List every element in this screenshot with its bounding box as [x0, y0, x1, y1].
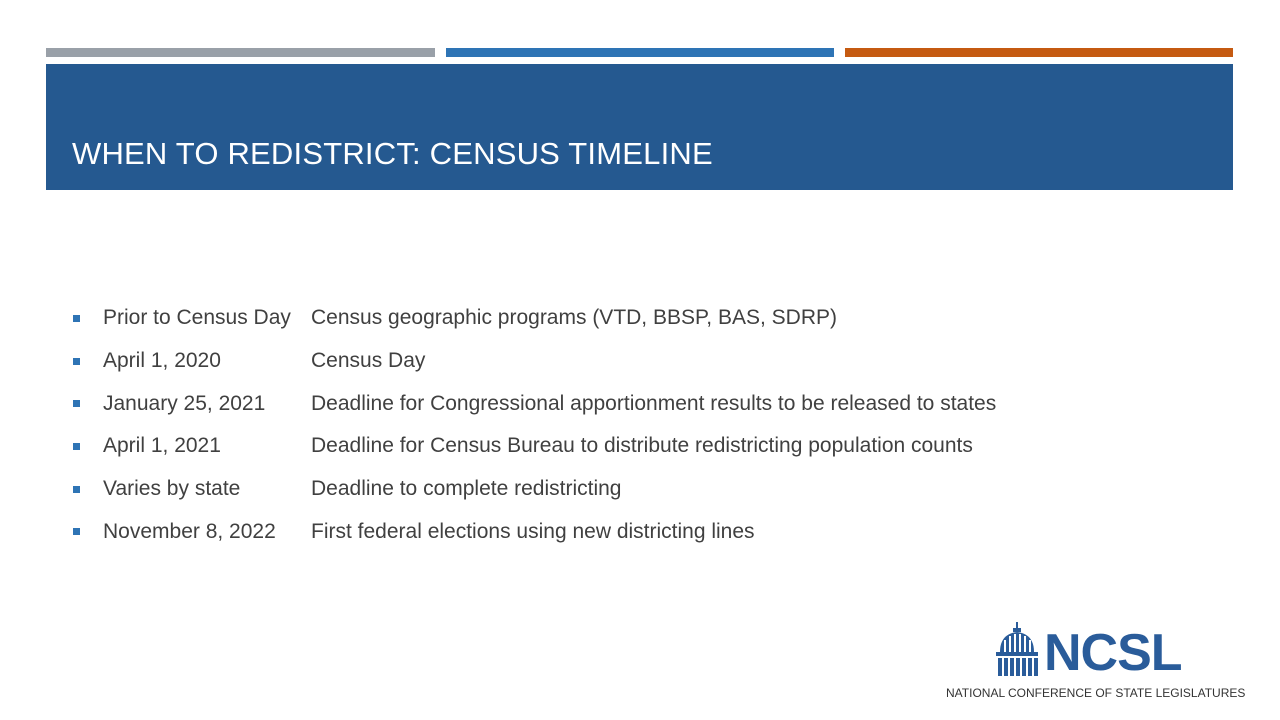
timeline-date: April 1, 2021	[103, 434, 221, 458]
timeline-description: Deadline for Census Bureau to distribute redistricting population counts	[311, 434, 973, 458]
timeline-description: Census geographic programs (VTD, BBSP, BAS, SDRP)	[311, 306, 837, 330]
square-bullet-icon	[73, 400, 80, 407]
logo-subtitle: NATIONAL CONFERENCE OF STATE LEGISLATURES	[946, 686, 1246, 700]
timeline-item	[70, 340, 996, 383]
logo-wordmark: NCSL	[1044, 624, 1182, 682]
title-band	[46, 64, 1233, 190]
timeline-item	[70, 468, 996, 511]
timeline-item	[70, 297, 996, 340]
timeline-date: November 8, 2022	[103, 519, 276, 543]
timeline-description: First federal elections using new districting lines	[311, 519, 755, 543]
square-bullet-icon	[73, 443, 80, 450]
square-bullet-icon	[73, 358, 80, 365]
timeline-item	[70, 510, 996, 553]
square-bullet-icon	[73, 486, 80, 493]
ncsl-logo	[944, 618, 1246, 708]
timeline-date: April 1, 2020	[103, 349, 221, 373]
timeline-list	[70, 297, 996, 553]
square-bullet-icon	[73, 528, 80, 535]
capitol-dome-icon	[994, 622, 1040, 678]
timeline-description: Deadline to complete redistricting	[311, 477, 622, 501]
timeline-date: Prior to Census Day	[103, 306, 291, 330]
accent-bar-gray	[46, 48, 435, 57]
timeline-description: Deadline for Congressional apportionment results to be released to states	[311, 391, 997, 415]
accent-bar-blue	[446, 48, 834, 57]
timeline-date: January 25, 2021	[103, 391, 266, 415]
timeline-item	[70, 425, 996, 468]
timeline-item	[70, 382, 996, 425]
accent-bar-orange	[845, 48, 1233, 57]
timeline-date: Varies by state	[103, 477, 241, 501]
square-bullet-icon	[73, 315, 80, 322]
slide-title: WHEN TO REDISTRICT: CENSUS TIMELINE	[72, 136, 713, 171]
timeline-description: Census Day	[311, 349, 426, 373]
